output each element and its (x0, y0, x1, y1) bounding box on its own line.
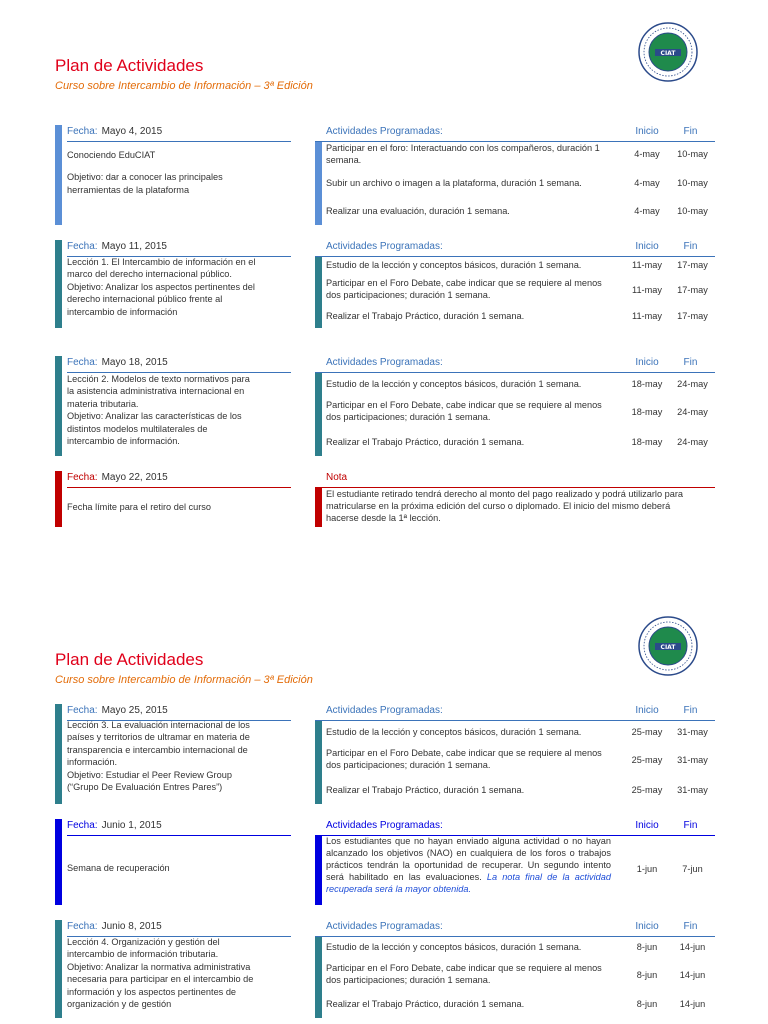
note-label: Nota (326, 472, 348, 483)
week-description: Semana de recuperación (67, 863, 170, 873)
page-subtitle-2: Curso sobre Intercambio de Información – 3ª Edición (55, 674, 313, 686)
week-description: Lección 3. La evaluación internacional de los países y territorios de ultramar en materia de transparencia e intercambio internacional de información. Objetivo: Estudiar el Peer Review Group (“Grupo De Evaluación Entres Pares”) (67, 720, 250, 793)
activities-header: Actividades Programadas: Inicio Fin (315, 125, 715, 142)
week-date: Mayo 22, 2015 (101, 472, 168, 483)
week-description: Lección 2. Modelos de texto normativos para la asistencia administrativa internacional en materia tributaria. Objetivo: Analizar las características de los distintos modelos multilaterales de intercambio de información. (67, 374, 250, 447)
activities-6: Actividades Programadas: Inicio Fin Los estudiantes que no hayan enviado alguna actividad o no hayan alcanzado los objetivos (NAO) en cualquiera de los foros o trabajos prácticos tendrán la oportunidad de recuperar. Un segundo intento será habilitado en las evaluaciones. La nota final de la actividad recuperada será la mayor obtenida. 1-jun 7-jun (315, 819, 715, 905)
week-date: Mayo 11, 2015 (101, 241, 167, 252)
week-info-3: Fecha: Mayo 18, 2015 Lección 2. Modelos de texto normativos para la asistencia administrativa internacional en materia tributaria. Objetivo: Analizar las características de los distintos modelos multilaterales de intercambio de información. (55, 356, 291, 456)
activities-5: Actividades Programadas: Inicio Fin Estudio de la lección y conceptos básicos, duración 1 semana. 25-may 31-may Participar en el Foro Debate, cabe indicar que se requiere al menos dos participaciones; duración 1 semana. 25-may 31-may Realizar el Trabajo Práctico, duración 1 semana. 25-may 31-may (315, 704, 715, 804)
activities-1: Actividades Programadas: Inicio Fin Participar en el foro: Interactuando con los compañeros, duración 1 semana. 4-may 10-may Subir un archivo o imagen a la plataforma, duración 1 semana. 4-may 10-may Realizar una evaluación, duración 1 semana. 4-may 10-may (315, 125, 715, 225)
week-info-5: Fecha: Mayo 25, 2015 Lección 3. La evaluación internacional de los países y territorios de ultramar en materia de transparencia e intercambio internacional de información. Objetivo: Estudiar el Peer Review Group (“Grupo De Evaluación Entres Pares”) (55, 704, 291, 804)
page-subtitle: Curso sobre Intercambio de Información – 3ª Edición (55, 80, 313, 92)
week-date: Mayo 4, 2015 (101, 126, 163, 137)
week-date: Junio 8, 2015 (101, 921, 162, 932)
page-title-2: Plan de Actividades (55, 650, 204, 669)
activities-3: Actividades Programadas: Inicio Fin Estudio de la lección y conceptos básicos, duración 1 semana. 18-may 24-may Participar en el Foro Debate, cabe indicar que se requiere al menos dos participaciones; duración 1 semana. 18-may 24-may Realizar el Trabajo Práctico, duración 1 semana. 18-may 24-may (315, 356, 715, 456)
ciat-logo (638, 616, 698, 681)
week-info-6: Fecha: Junio 1, 2015 Semana de recuperación (55, 819, 291, 905)
week-info-2: Fecha: Mayo 11, 2015 Lección 1. El Intercambio de información en el marco del derecho internacional público. Objetivo: Analizar los aspectos pertinentes del derecho internacional público frente al intercambio de información (55, 240, 291, 328)
week-date-header: Fecha: Mayo 4, 2015 (67, 125, 291, 142)
ciat-logo (638, 22, 698, 87)
week-info-4: Fecha: Mayo 22, 2015 Fecha límite para el retiro del curso (55, 471, 291, 527)
week-info-1 (55, 125, 291, 225)
activities-7: Actividades Programadas: Inicio Fin Estudio de la lección y conceptos básicos, duración 1 semana. 8-jun 14-jun Participar en el Foro Debate, cabe indicar que se requiere al menos dos participaciones; duración 1 semana. 8-jun 14-jun Realizar el Trabajo Práctico, duración 1 semana. 8-jun 14-jun (315, 920, 715, 1018)
week-info-7: Fecha: Junio 8, 2015 Lección 4. Organización y gestión del intercambio de información tributaria. Objetivo: Analizar la normativa administrativa necesaria para participar en el intercambio de información y los aspectos pertinentes de organización y de gestión (55, 920, 291, 1018)
week-date: Junio 1, 2015 (101, 820, 162, 831)
week-date: Mayo 18, 2015 (101, 357, 168, 368)
week-color-bar (55, 125, 62, 225)
week-description: Conociendo EduCIAT Objetivo: dar a conocer las principales herramientas de la plataforma (67, 150, 223, 195)
week-description: Lección 4. Organización y gestión del intercambio de información tributaria. Objetivo: Analizar la normativa administrativa necesaria para participar en el intercambio de información y los aspectos pertinentes de organización y de gestión (67, 937, 254, 1010)
svg-text:CIAT: CIAT (660, 50, 676, 57)
note-box (315, 471, 715, 527)
svg-text:CIAT: CIAT (660, 644, 676, 651)
week-description: Fecha límite para el retiro del curso (67, 502, 211, 512)
note-text: El estudiante retirado tendrá derecho al monto del pago realizado y podrá utilizarlo para matricularse en la próxima edición del curso o diplomado. El inicio del mismo deberá hacerse desde la 1ª lección. (326, 489, 684, 523)
activities-2: Actividades Programadas: Inicio Fin Estudio de la lección y conceptos básicos, duración 1 semana. 11-may 17-may Participar en el Foro Debate, cabe indicar que se requiere al menos dos participaciones; duración 1 semana. 11-may 17-may Realizar el Trabajo Práctico, duración 1 semana. 11-may 17-may (315, 240, 715, 328)
week-description: Lección 1. El Intercambio de información en el marco del derecho internacional público. Objetivo: Analizar los aspectos pertinentes del derecho internacional público frente al intercambio de información (67, 257, 256, 317)
page-title: Plan de Actividades (55, 56, 204, 75)
week-date: Mayo 25, 2015 (101, 705, 168, 716)
